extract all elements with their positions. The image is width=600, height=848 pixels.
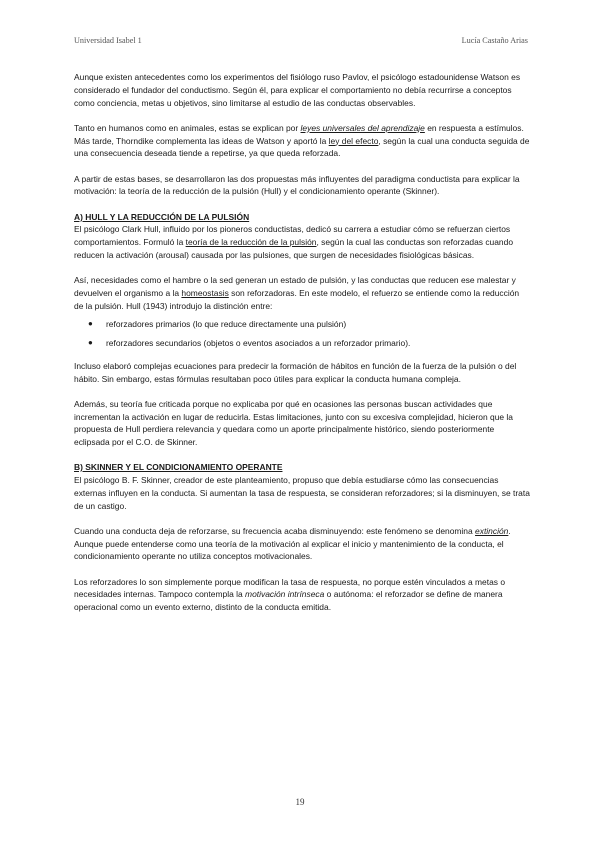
text-run: . Aunque puede entenderse como una teoría de la motivación al explicar el inicio y mantenimiento de la conducta, el condicionamiento operante no utiliza conceptos motivacionales. — [74, 525, 511, 562]
header-institution: Universidad Isabel 1 — [74, 36, 142, 45]
text-run: , según la cual las conductas son reforzadas cuando reducen la activación (arousal) causada por las pulsiones, que surgen de necesidades fisiológicas básicas. — [74, 237, 514, 260]
text-run: El psicólogo Clark Hull, influido por los pioneros conductistas, dedicó su carrera a estudiar cómo se refuerzan ciertos comportamientos. Formuló la — [74, 224, 511, 247]
list-item-text: reforzadores secundarios (objetos o eventos asociados a un reforzador primario). — [106, 338, 411, 348]
paragraph-reinforcers — [74, 576, 530, 614]
paragraph-hull-intro — [74, 223, 530, 261]
running-header — [74, 36, 528, 45]
text-run: Los reforzadores lo son simplemente porque modifican la tasa de respuesta, no porque estén vinculados a metas o necesidades internas. Tampoco contempla la — [74, 576, 506, 600]
emphasis-universal-laws: leyes universales del aprendizaje — [300, 122, 425, 133]
term-extinction: extinción — [475, 525, 509, 536]
reinforcer-list — [74, 318, 530, 350]
list-item — [88, 337, 530, 350]
section-heading-hull: A) HULL Y LA REDUCCIÓN DE LA PULSIÓN — [74, 211, 250, 222]
page-number: 19 — [295, 797, 305, 807]
paragraph-homeostasis — [74, 274, 530, 312]
term-drive-reduction-theory: teoría de la reducción de la pulsión — [185, 237, 317, 247]
paragraph-equations: Incluso elaboró complejas ecuaciones para predecir la formación de hábitos en función de la fuerza de la pulsión o del hábito. Sin embargo, estas fórmulas resultaban poco útiles para explicar la conducta humana compleja. — [74, 360, 517, 384]
list-item-text: reforzadores primarios (lo que reduce directamente una pulsión) — [106, 319, 347, 330]
text-run: son reforzadoras. En este modelo, el refuerzo se entiende como la reducción de la pulsión. Hull (1943) introdujo la distinción entre: — [74, 287, 520, 311]
section-heading-skinner: B) SKINNER Y EL CONDICIONAMIENTO OPERANTE — [74, 462, 283, 473]
text-run: o autónoma: el reforzador se define de manera operacional como un evento externo, distinto de la conducta emitida. — [74, 589, 503, 612]
text-run: Cuando una conducta deja de reforzarse, su frecuencia acaba disminuyendo: este fenómeno se denomina — [74, 525, 476, 536]
bullet-icon: ● — [88, 338, 93, 347]
header-author: Lucía Castaño Arias — [461, 36, 528, 45]
bullet-icon: ● — [88, 319, 93, 329]
term-law-of-effect: ley del efecto — [328, 135, 379, 146]
text-run: Así, necesidades como el hambre o la sed generan un estado de pulsión, y las conductas que reducen ese malestar y devuelven el organismo a la — [74, 275, 516, 298]
term-homeostasis: homeostasis — [181, 287, 229, 298]
paragraph-criticism: Además, su teoría fue criticada porque no explicaba por qué en ocasiones las personas buscan actividades que incrementan la activación en lugar de reducirla. Estas limitaciones, junto con su excesiva complejidad, hicieron que la propuesta de Hull perdiera relevancia y quedara como un aporte principalmente histórico, siendo posteriormente eclipsada por el C.O. de Skinner. — [74, 398, 513, 447]
text-run: Tanto en humanos como en animales, estas se explican por — [74, 122, 301, 133]
paragraph-intro: Aunque existen antecedentes como los experimentos del fisiólogo ruso Pavlov, el psicólogo estadounidense Watson es considerado el fundador del conductismo. Según él, para explicar el comportamiento no debía recurrirse a conceptos como conciencia, metas u objetivos, sino limitarse al estudio de las conductas observables. — [74, 72, 521, 108]
list-item — [88, 318, 530, 331]
term-intrinsic-motivation: motivación intrínseca — [245, 589, 325, 600]
document-body — [74, 71, 530, 626]
paragraph-laws — [74, 122, 530, 160]
paragraph-bases: A partir de estas bases, se desarrollaron las dos propuestas más influyentes del paradigma conductista para explicar la motivación: la teoría de la reducción de la pulsión (Hull) y el condicionamiento operante (Skinner). — [74, 173, 520, 197]
paragraph-extinction — [74, 525, 530, 563]
paragraph-skinner-intro: El psicólogo B. F. Skinner, creador de este planteamiento, propuso que debía estudiarse cómo las consecuencias externas influyen en la conducta. Si aumentan la tasa de respuesta, se consideran reforzadores; si la disminuyen, se trata de un castigo. — [74, 475, 530, 511]
text-run: en respuesta a estímulos. Más tarde, Thorndike complementa las ideas de Watson y aportó la — [74, 122, 524, 146]
text-run: , según la cual una conducta seguida de una consecuencia deseada tiende a repetirse, ya que queda reforzada. — [74, 135, 530, 159]
